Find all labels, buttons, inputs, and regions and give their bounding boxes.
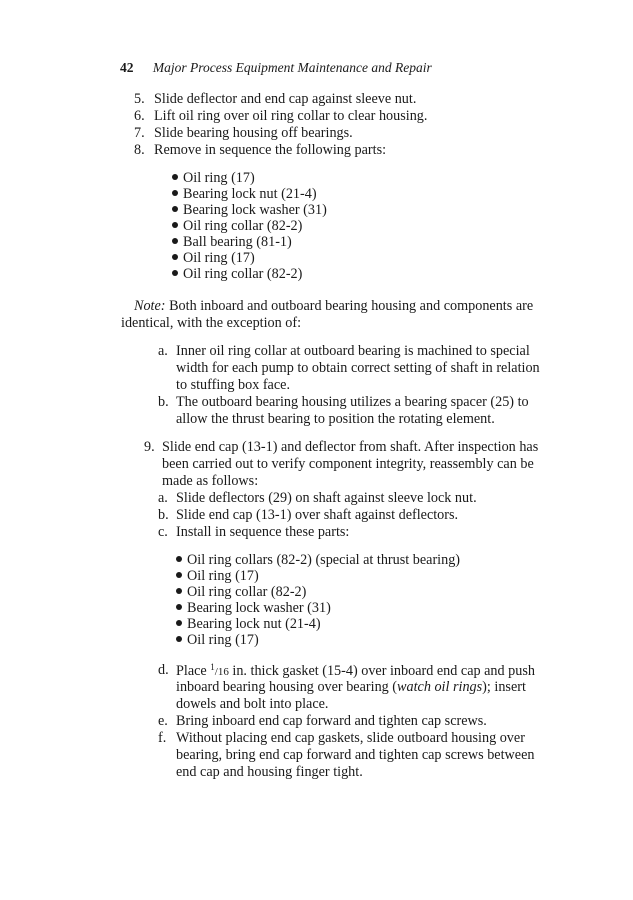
- step-9-line: been carried out to verify component integrity, reassembly can be: [162, 456, 534, 472]
- step-9-line: made as follows:: [162, 473, 259, 489]
- running-header: [120, 60, 432, 76]
- bullet-icon: [176, 588, 182, 594]
- note-item-a-line: to stuffing box face.: [176, 377, 290, 393]
- step-7: 7. Slide bearing housing off bearings.: [134, 125, 353, 141]
- step-8: 8. Remove in sequence the following parts:: [134, 142, 387, 158]
- list-item: Bearing lock nut (21-4): [172, 186, 317, 203]
- step-9f-line: bearing, bring end cap forward and tighten cap screws between: [176, 747, 535, 763]
- bullet-icon: [172, 206, 178, 212]
- bullet-icon: [172, 238, 178, 244]
- step-9: 9. Slide end cap (13-1) and deflector from shaft. After inspection has: [144, 439, 539, 455]
- list-item: Ball bearing (81-1): [172, 234, 292, 251]
- step-5: 5. Slide deflector and end cap against sleeve nut.: [134, 91, 417, 107]
- step-9f-line: end cap and housing finger tight.: [176, 764, 363, 780]
- list-item: Bearing lock washer (31): [176, 600, 331, 617]
- list-item: Oil ring collar (82-2): [172, 218, 302, 235]
- step-9d-line: dowels and bolt into place.: [176, 696, 329, 712]
- bullet-icon: [176, 572, 182, 578]
- page-number: 42: [120, 60, 134, 75]
- list-item: Oil ring collar (82-2): [172, 266, 302, 283]
- note-paragraph-cont: identical, with the exception of:: [121, 315, 302, 331]
- step-9c: c. Install in sequence these parts:: [158, 524, 350, 540]
- bullet-icon: [172, 174, 178, 180]
- step-9a: a. Slide deflectors (29) on shaft against sleeve lock nut.: [158, 490, 477, 506]
- bullet-icon: [176, 636, 182, 642]
- running-title: Major Process Equipment Maintenance and Repair: [152, 60, 432, 75]
- bullet-icon: [176, 604, 182, 610]
- list-item: Oil ring collars (82-2) (special at thrust bearing): [176, 552, 460, 569]
- step-9d-line: inboard bearing housing over bearing (watch oil rings); insert: [176, 679, 526, 695]
- step-9f: f. Without placing end cap gaskets, slide outboard housing over: [158, 730, 525, 746]
- bullet-icon: [176, 556, 182, 562]
- note-item-b-line: allow the thrust bearing to position the rotating element.: [176, 411, 495, 427]
- list-item: Oil ring (17): [172, 250, 255, 267]
- step-9d: d. Place $^1$/16 in. thick gasket (15-4) over inboard end cap and push: [158, 662, 535, 679]
- list-item: Bearing lock nut (21-4): [176, 616, 321, 633]
- bullet-icon: [172, 222, 178, 228]
- step-9e: e. Bring inboard end cap forward and tighten cap screws.: [158, 713, 487, 729]
- bullet-icon: [172, 190, 178, 196]
- step-6: 6. Lift oil ring over oil ring collar to clear housing.: [134, 108, 428, 124]
- note-item-b: b. The outboard bearing housing utilizes a bearing spacer (25) to: [158, 394, 529, 410]
- list-item: Oil ring (17): [176, 632, 259, 649]
- note-item-a-line: width for each pump to obtain correct setting of shaft in relation: [176, 360, 540, 376]
- step-9b: b. Slide end cap (13-1) over shaft against deflectors.: [158, 507, 459, 523]
- note-paragraph: Note: Both inboard and outboard bearing housing and components are: [134, 298, 534, 314]
- list-item: Oil ring collar (82-2): [176, 584, 306, 601]
- list-item: Oil ring (17): [176, 568, 259, 585]
- bullet-icon: [172, 270, 178, 276]
- note-label: Note:: [134, 298, 166, 314]
- bullet-icon: [172, 254, 178, 260]
- bullet-icon: [176, 620, 182, 626]
- list-item: Oil ring (17): [172, 170, 255, 187]
- note-item-a: a. Inner oil ring collar at outboard bearing is machined to special: [158, 343, 530, 359]
- list-item: Bearing lock washer (31): [172, 202, 327, 219]
